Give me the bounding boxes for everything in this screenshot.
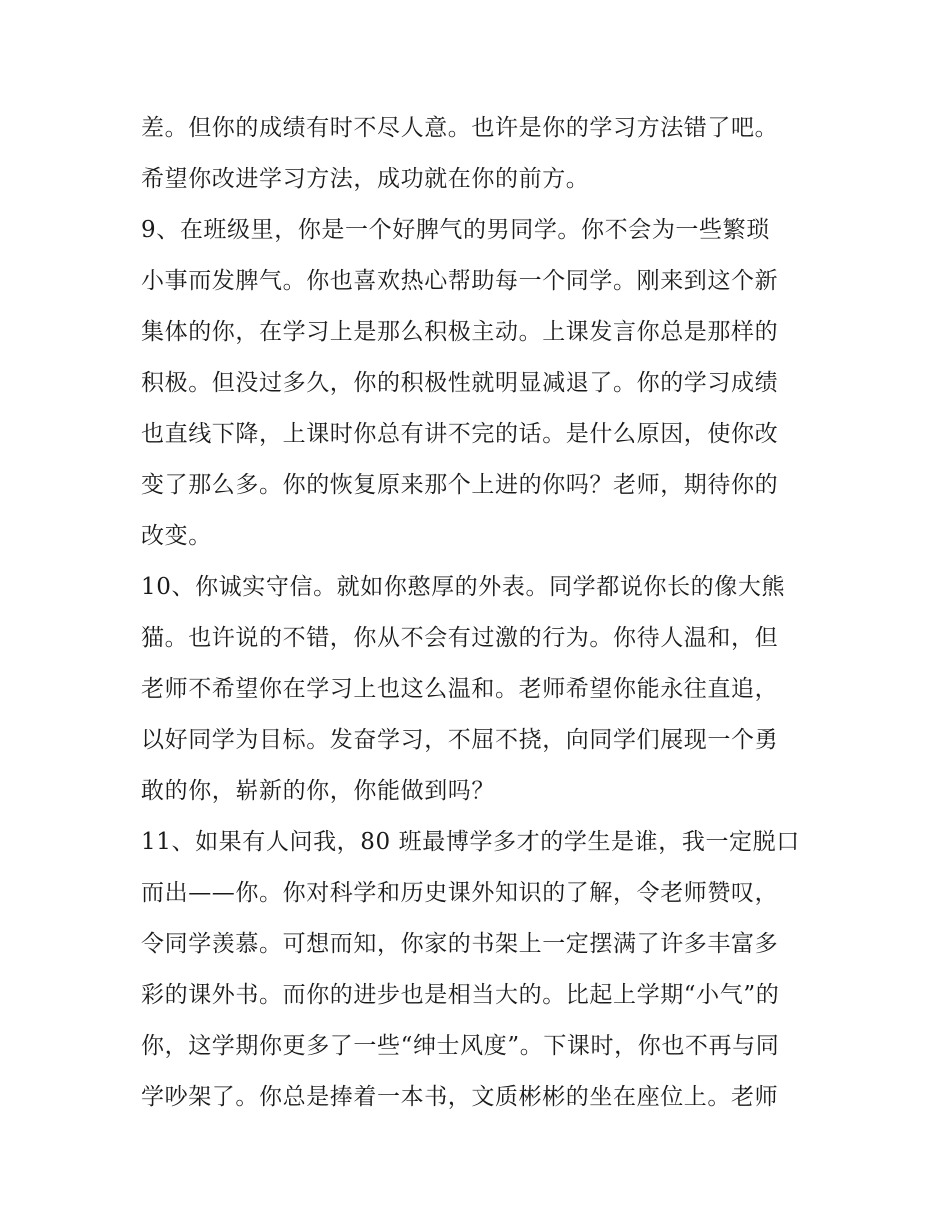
text-line: 彩的课外书。而你的进步也是相当大的。比起上学期“小气”的	[141, 982, 780, 1008]
text-line: 敢的你，崭新的你，你能做到吗？	[141, 778, 495, 804]
body-text	[141, 103, 816, 1123]
text-line: 老师不希望你在学习上也这么温和。老师希望你能永往直追，	[141, 676, 779, 702]
text-line: 你，这学期你更多了一些“绅士风度”。下课时，你也不再与同	[141, 1033, 780, 1059]
text-line: 变了那么多。你的恢复原来那个上进的你吗？老师，期待你的	[141, 472, 779, 498]
text-line: 集体的你，在学习上是那么积极主动。上课发言你总是那样的	[141, 319, 779, 345]
text-line: 也直线下降，上课时你总有讲不完的话。是什么原因，使你改	[141, 421, 779, 447]
text-line: 而出——你。你对科学和历史课外知识的了解，令老师赞叹，	[141, 880, 779, 906]
text-line: 小事而发脾气。你也喜欢热心帮助每一个同学。刚来到这个新	[141, 268, 779, 294]
text-line: 积极。但没过多久，你的积极性就明显减退了。你的学习成绩	[141, 370, 779, 396]
text-line: 令同学羡慕。可想而知，你家的书架上一定摆满了许多丰富多	[141, 931, 779, 957]
text-line: 9、在班级里，你是一个好脾气的男同学。你不会为一些繁琐	[141, 217, 770, 243]
text-line: 学吵架了。你总是捧着一本书，文质彬彬的坐在座位上。老师	[141, 1084, 779, 1110]
text-line: 差。但你的成绩有时不尽人意。也许是你的学习方法错了吧。	[141, 115, 779, 141]
text-line: 10、你诚实守信。就如你憨厚的外表。同学都说你长的像大熊	[141, 574, 786, 600]
text-line: 希望你改进学习方法，成功就在你的前方。	[141, 166, 590, 192]
text-line: 以好同学为目标。发奋学习，不屈不挠，向同学们展现一个勇	[141, 727, 779, 753]
text-line: 改变。	[141, 523, 212, 549]
text-line: 11、如果有人问我，80 班最博学多才的学生是谁，我一定脱口	[141, 829, 800, 855]
text-line: 猫。也许说的不错，你从不会有过激的行为。你待人温和，但	[141, 625, 779, 651]
